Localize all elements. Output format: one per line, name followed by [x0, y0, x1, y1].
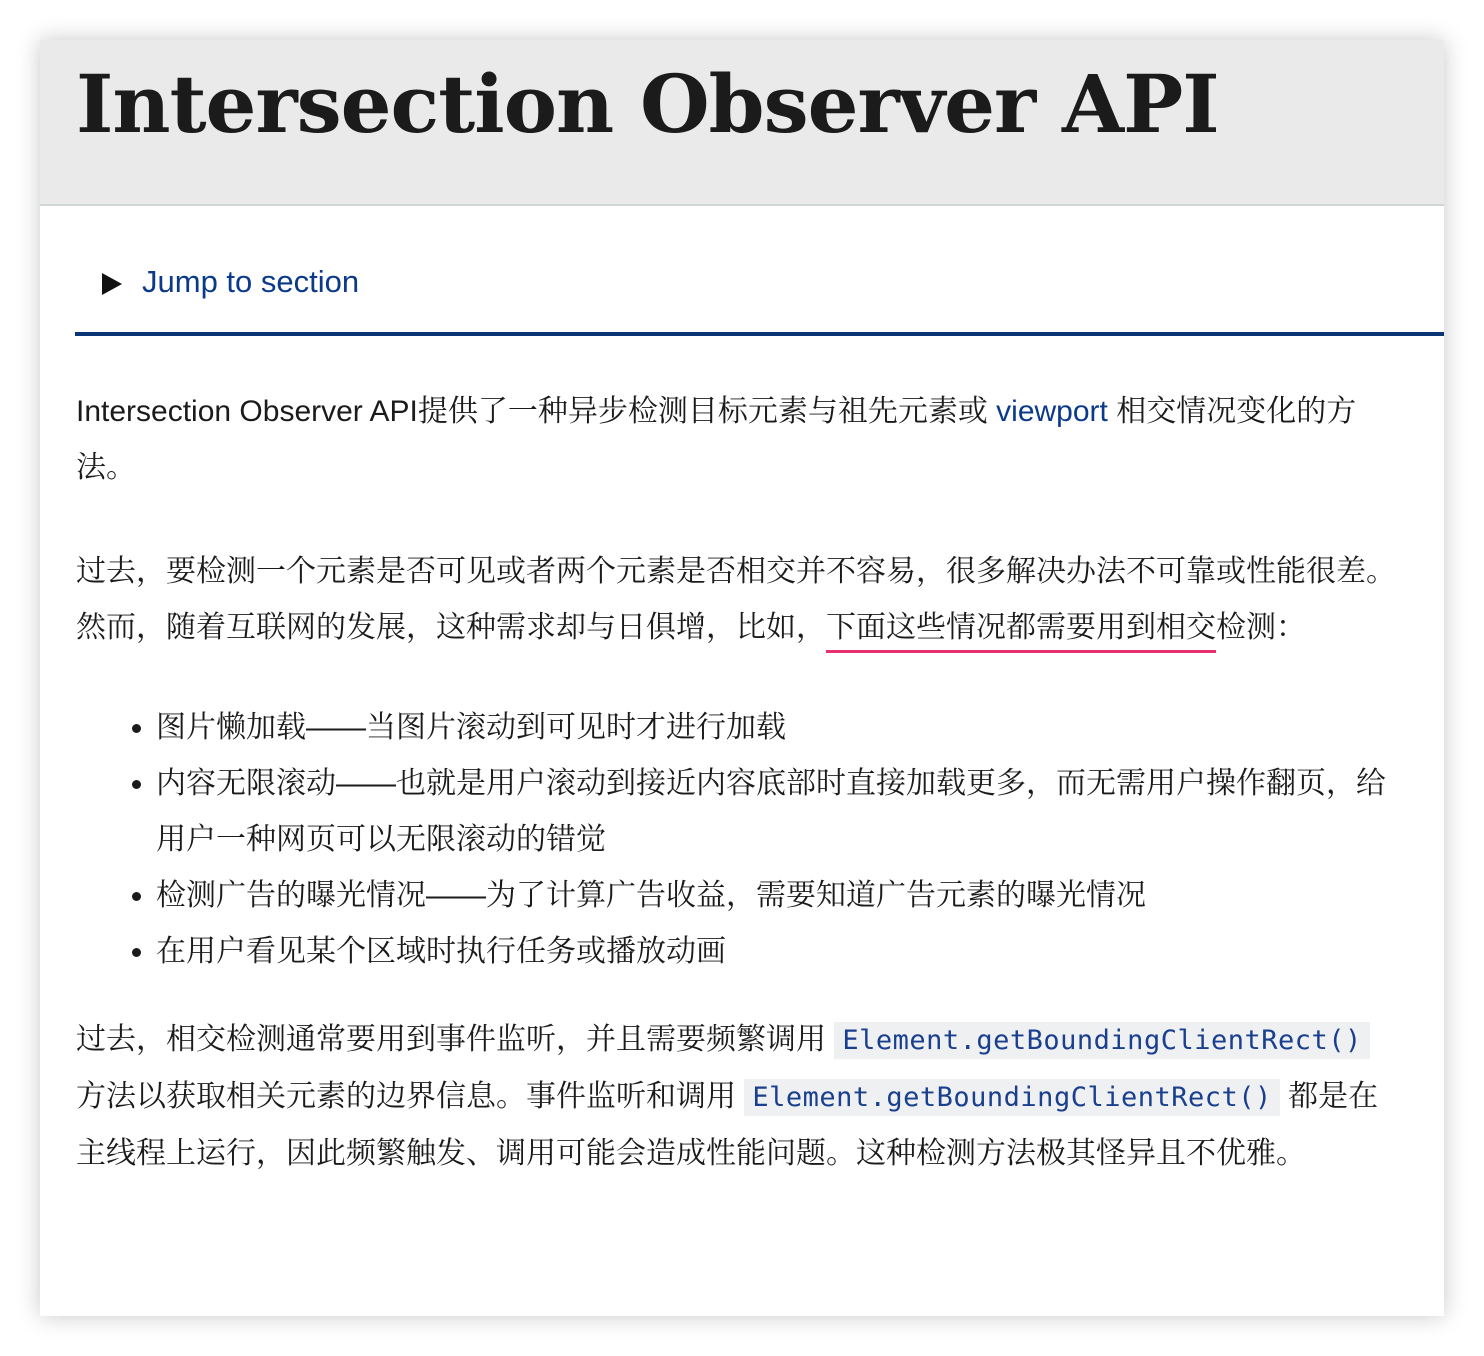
history-text-after: 检测： — [1216, 611, 1306, 644]
list-item: • 在用户看见某个区域时执行任务或播放动画 — [156, 924, 1406, 980]
title-bar — [40, 40, 1444, 206]
code-get-bounding-client-rect: Element.getBoundingClientRect() — [744, 1079, 1279, 1116]
list-item: • 检测广告的曝光情况——为了计算广告收益，需要知道广告元素的曝光情况 — [156, 868, 1406, 924]
legacy-text-1: 过去，相交检测通常要用到事件监听，并且需要频繁调用 — [76, 1023, 835, 1056]
disclosure-triangle-icon[interactable] — [102, 273, 122, 295]
highlighted-text: 下面这些情况都需要用到相交 — [826, 611, 1216, 644]
history-paragraph — [76, 544, 1406, 656]
intro-text-after: 相交情况变化的方法。 — [76, 395, 1357, 484]
list-item: • 内容无限滚动——也就是用户滚动到接近内容底部时直接加载更多，而无需用户操作翻页，给用户一种网页可以无限滚动的错觉 — [156, 756, 1406, 868]
jump-to-section-toggle[interactable] — [102, 258, 359, 306]
intro-text-before: Intersection Observer API提供了一种异步检测目标元素与祖先元素或 — [76, 395, 997, 428]
viewport-link[interactable]: viewport — [996, 395, 1108, 428]
article-body — [76, 384, 1406, 1182]
legacy-text-3: 都是在主线程上运行，因此频繁触发、调用可能会造成性能问题。这种检测方法极其怪异且不优雅。 — [76, 1080, 1379, 1170]
history-text-before: 过去，要检测一个元素是否可见或者两个元素是否相交并不容易，很多解决办法不可靠或性能很差。然而，随着互联网的发展，这种需求却与日俱增，比如， — [76, 555, 1396, 644]
list-item: • 图片懒加载——当图片滚动到可见时才进行加载 — [156, 700, 1406, 756]
legacy-text-2: 方法以获取相关元素的边界信息。事件监听和调用 — [76, 1080, 745, 1113]
intro-paragraph — [76, 384, 1406, 496]
jump-to-section-label[interactable]: Jump to section — [142, 264, 360, 299]
page-title: Intersection Observer API — [76, 57, 1219, 151]
use-case-list — [76, 700, 1406, 980]
section-divider — [75, 332, 1444, 336]
legacy-paragraph — [76, 1012, 1406, 1182]
code-get-bounding-client-rect: Element.getBoundingClientRect() — [834, 1022, 1369, 1059]
article-card — [40, 40, 1444, 1316]
